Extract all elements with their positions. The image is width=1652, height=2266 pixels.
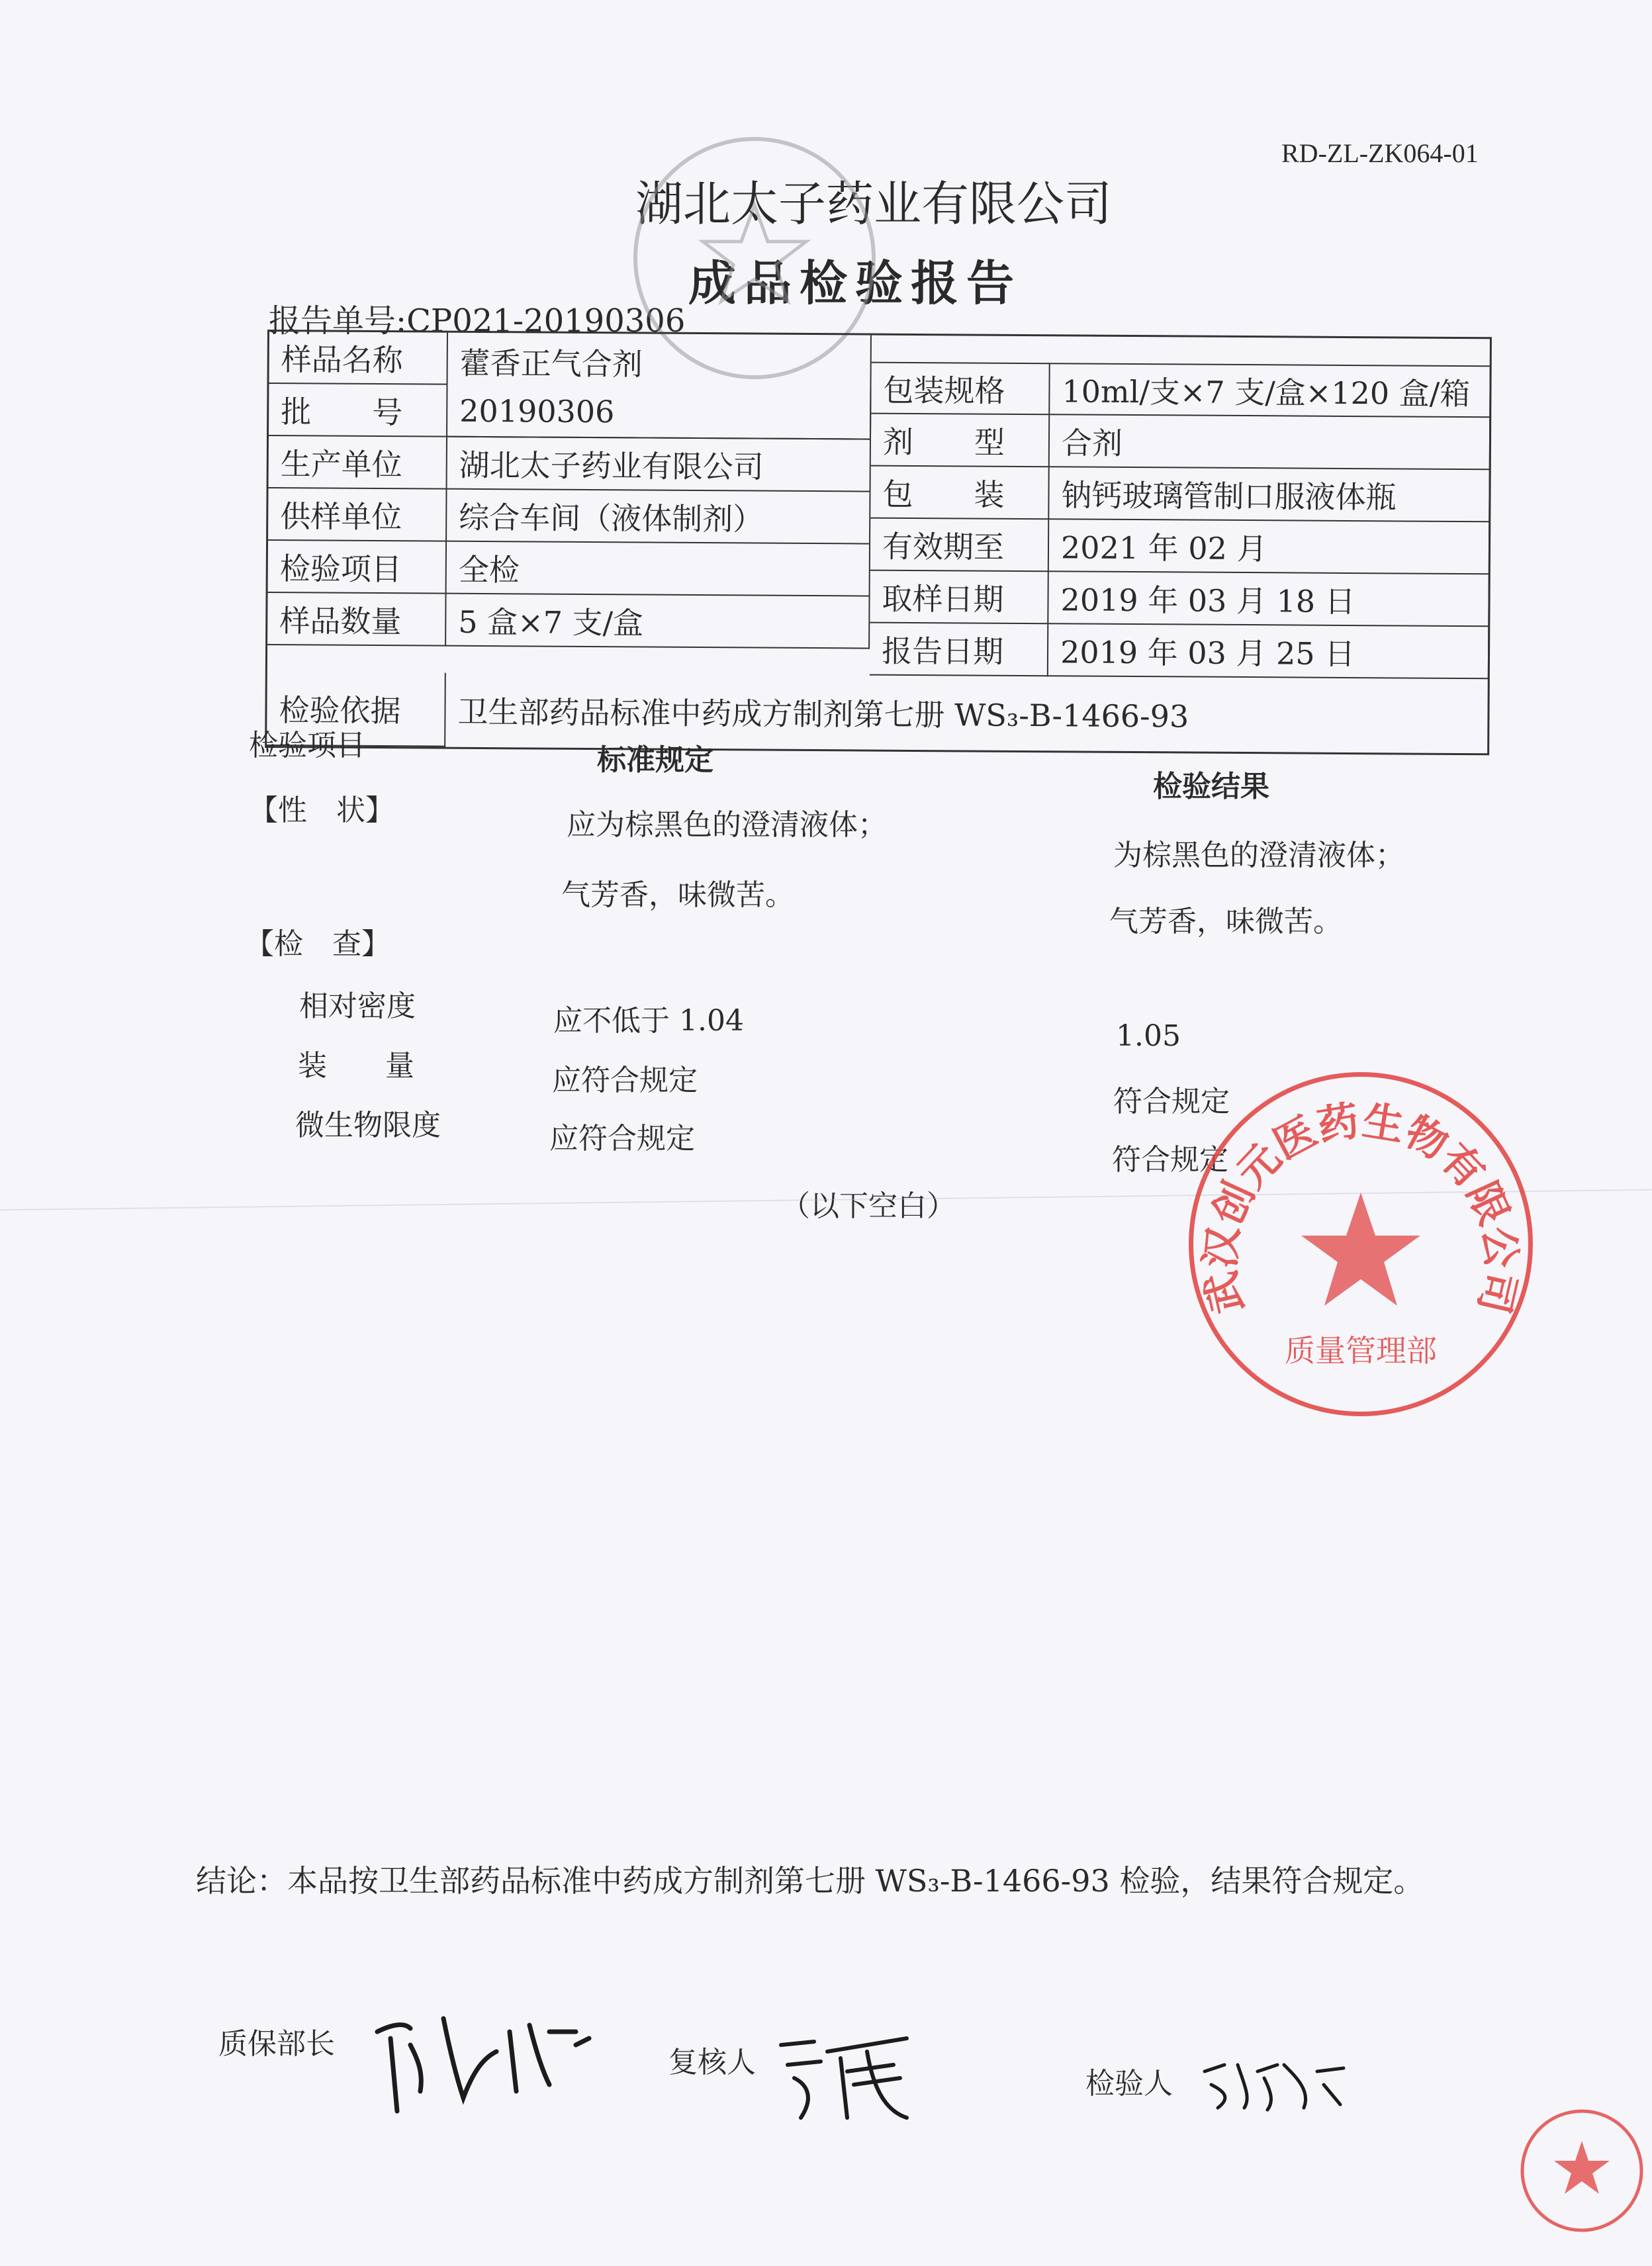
supplier-label: 供样单位	[268, 488, 447, 542]
spec-value: 10ml/支×7 支/盒×120 盒/箱	[1050, 363, 1491, 418]
microbe-label: 微生物限度	[295, 1109, 441, 1142]
package-label: 包 装	[870, 467, 1049, 520]
blank-note: （以下空白）	[781, 1189, 956, 1223]
col-result-header: 检验结果	[1153, 770, 1269, 803]
manufacturer-label: 生产单位	[269, 436, 447, 490]
inspector-label: 检验人	[1085, 2067, 1173, 2101]
sample-name-value: 藿香正气合剂	[447, 333, 872, 440]
seal-company-text: 武汉创元医药生物有限公司	[1195, 1096, 1526, 1318]
quality-dept-seal	[1189, 1072, 1533, 1416]
basis-value: 卫生部药品标准中药成方制剂第七册 WS₃-B-1466-93	[457, 694, 1189, 735]
batch-value: 20190306	[447, 385, 871, 440]
qa-head-label: 质保部长	[218, 2027, 335, 2061]
manufacturer-value: 湖北太子药业有限公司	[447, 437, 871, 492]
test-item-label: 检验项目	[268, 541, 447, 594]
col-standard-header: 标准规定	[597, 743, 713, 777]
appearance-std-1: 应为棕黑色的澄清液体；	[567, 808, 887, 842]
sample-name-label: 样品名称	[269, 332, 447, 385]
report-number-label: 报告单号:	[269, 302, 407, 340]
qa-head-signature	[357, 1992, 668, 2124]
appearance-res-1: 为棕黑色的澄清液体；	[1113, 838, 1404, 872]
sample-info-table	[265, 330, 1492, 755]
reviewer-label: 复核人	[668, 2046, 756, 2079]
basis-label: 检验依据	[267, 672, 446, 747]
appearance-std-2: 气芳香，味微苦。	[561, 878, 794, 912]
conclusion-text: 结论：本品按卫生部药品标准中药成方制剂第七册 WS₃-B-1466-93 检验，结果符合规定。	[196, 1863, 1424, 1899]
report-title: 成品检验报告	[688, 255, 1023, 311]
col-item-header: 检验项目	[249, 729, 365, 762]
form-label: 剂 型	[871, 414, 1050, 468]
expiry-label: 有效期至	[870, 519, 1049, 572]
package-value: 钠钙玻璃管制口服液体瓶	[1049, 467, 1490, 522]
appearance-res-2: 气芳香，味微苦。	[1109, 905, 1342, 938]
density-label: 相对密度	[299, 989, 416, 1023]
inspector-signature	[1198, 2045, 1357, 2118]
test-item-value: 全检	[447, 542, 870, 597]
fill-label: 装 量	[298, 1049, 414, 1083]
document-number: RD-ZL-ZK064-01	[1281, 138, 1479, 168]
quantity-value: 5 盒×7 支/盒	[446, 594, 870, 649]
fill-result: 符合规定	[1113, 1085, 1230, 1118]
corner-seal	[1516, 2091, 1648, 2250]
reviewer-signature	[768, 2012, 940, 2131]
microbe-result: 符合规定	[1112, 1143, 1228, 1177]
microbe-standard: 应符合规定	[549, 1122, 695, 1156]
appearance-section: 【性 状】	[249, 793, 394, 827]
supplier-value: 综合车间（液体制剂）	[447, 490, 870, 545]
sampling-date-label: 取样日期	[870, 571, 1048, 625]
density-standard: 应不低于 1.04	[553, 1004, 744, 1038]
form-value: 合剂	[1050, 415, 1491, 470]
seal-dept-text: 质量管理部	[1285, 1333, 1437, 1369]
batch-label: 批 号	[269, 384, 447, 437]
density-result: 1.05	[1116, 1019, 1181, 1053]
report-number-value: CP021-20190306	[406, 302, 686, 340]
fill-standard: 应符合规定	[552, 1064, 698, 1097]
quantity-label: 样品数量	[267, 593, 446, 647]
sampling-date-value: 2019 年 03 月 18 日	[1048, 572, 1489, 627]
company-name: 湖北太子药业有限公司	[635, 176, 1113, 232]
report-date-label: 报告日期	[870, 623, 1048, 677]
spec-label: 包装规格	[871, 362, 1050, 416]
check-section: 【检 查】	[245, 927, 390, 961]
expiry-value: 2021 年 02 月	[1049, 520, 1490, 574]
report-date-value: 2019 年 03 月 25 日	[1048, 624, 1489, 679]
